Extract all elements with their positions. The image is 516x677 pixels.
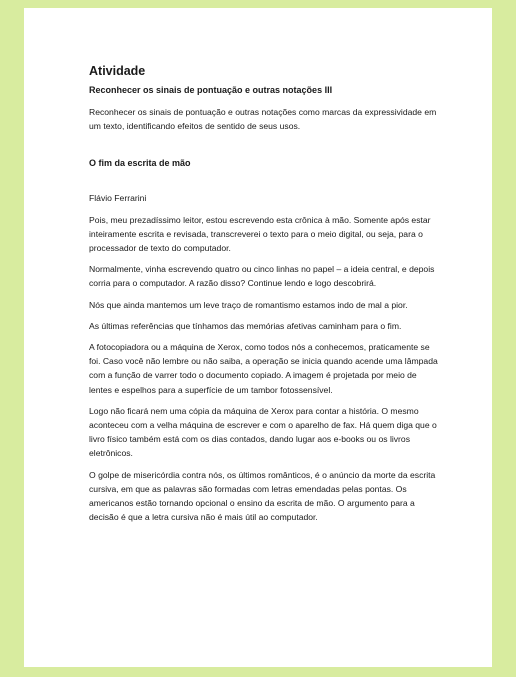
- text-title: O fim da escrita de mão: [89, 158, 191, 169]
- author-name: Flávio Ferrarini: [89, 193, 147, 204]
- paragraph-7: O golpe de misericórdia contra nós, os últimos românticos, é o anúncio da morte da escrita cursiva, em que as palavras são formadas com letras emendadas pelas pontas. Os americanos estão tornando opcional o ensino da escrita de mão. O argumento para a decisão é que a letra cursiva não é mais útil ao computador.: [89, 469, 436, 523]
- paragraph-3: Nós que ainda mantemos um leve traço de romantismo estamos indo de mal a pior.: [89, 299, 408, 310]
- paragraph-1: Pois, meu prezadíssimo leitor, estou escrevendo esta crônica à mão. Somente após estar inteiramente escrita e revisada, transcreverei o texto para o meio digital, ou seja, para o processador de texto do computador.: [89, 214, 431, 254]
- document-page: [24, 8, 492, 667]
- document-subtitle: Reconhecer os sinais de pontuação e outras notações III: [89, 85, 333, 95]
- document-title: Atividade: [89, 64, 146, 78]
- paragraph-5: A fotocopiadora ou a máquina de Xerox, como todos nós a conhecemos, praticamente se foi. Caso você não lembre ou não saiba, a operação se inicia quando acende uma lâmpada com a função de varrer todo o documento copiado. A imagem é projetada por meio de lentes e espelhos para a superfície de um tambor fotossensível.: [89, 342, 438, 395]
- intro-text: Reconhecer os sinais de pontuação e outras notações como marcas da expressividade em um texto, identificando efeitos de sentido de seus usos.: [89, 107, 437, 132]
- paragraph-6: Logo não ficará nem uma cópia da máquina de Xerox para contar a história. O mesmo aconteceu com a velha máquina de escrever e com o aparelho de fax. Há quem diga que o livro físico também está com os dias contados, dando lugar aos e-books ou os livros eletrônicos.: [89, 405, 437, 459]
- paragraph-4: As últimas referências que tínhamos das memórias afetivas caminham para o fim.: [89, 320, 402, 331]
- paragraph-2: Normalmente, vinha escrevendo quatro ou cinco linhas no papel – a ideia central, e depois corria para o computador. A razão disso? Continue lendo e logo descobrirá.: [89, 264, 435, 289]
